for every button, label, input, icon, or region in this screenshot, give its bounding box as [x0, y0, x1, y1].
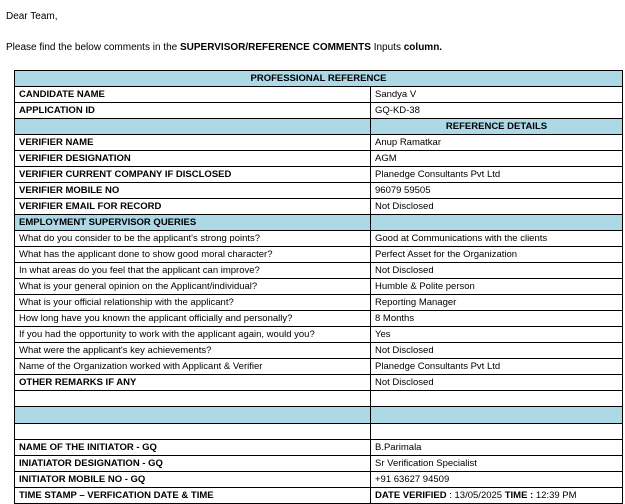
table-row — [15, 135, 623, 151]
intro-text — [6, 42, 442, 53]
table-row — [15, 440, 623, 456]
query-question: What do you consider to be the applicant's strong points? — [15, 231, 371, 247]
verifier-designation-label: VERIFIER DESIGNATION — [15, 151, 371, 167]
time-label: TIME : — [504, 490, 534, 501]
queries-header: EMPLOYMENT SUPERVISOR QUERIES — [15, 215, 371, 231]
query-question: In what areas do you feel that the applicant can improve? — [15, 263, 371, 279]
query-answer: Yes — [371, 327, 623, 343]
table-row — [15, 456, 623, 472]
reference-details-header: REFERENCE DETAILS — [371, 119, 623, 135]
verifier-name-label: VERIFIER NAME — [15, 135, 371, 151]
verifier-name-value: Anup Ramatkar — [371, 135, 623, 151]
initiator-mobile-value: +91 63627 94509 — [371, 472, 623, 488]
query-question: If you had the opportunity to work with the applicant again, would you? — [15, 327, 371, 343]
table-row — [15, 295, 623, 311]
separator-cell — [15, 407, 371, 424]
query-answer: Reporting Manager — [371, 295, 623, 311]
blank-cell — [371, 391, 623, 407]
table-row — [15, 151, 623, 167]
query-question: Name of the Organization worked with Applicant & Verifier — [15, 359, 371, 375]
blank-cell — [371, 424, 623, 440]
query-answer: 8 Months — [371, 311, 623, 327]
query-question: What is your general opinion on the Applicant/individual? — [15, 279, 371, 295]
verifier-email-label: VERIFIER EMAIL FOR RECORD — [15, 199, 371, 215]
verifier-company-label: VERIFIER CURRENT COMPANY IF DISCLOSED — [15, 167, 371, 183]
candidate-name-value: Sandya V — [371, 87, 623, 103]
query-question: What were the applicant's key achievements? — [15, 343, 371, 359]
timestamp-value — [371, 488, 623, 504]
verifier-designation-value: AGM — [371, 151, 623, 167]
blank-row — [15, 424, 623, 440]
table-row — [15, 375, 623, 391]
table-title: PROFESSIONAL REFERENCE — [15, 71, 623, 87]
reference-details-row — [15, 119, 623, 135]
blank-cell — [15, 391, 371, 407]
application-id-value: GQ-KD-38 — [371, 103, 623, 119]
query-answer: Humble & Polite person — [371, 279, 623, 295]
other-remarks-label: OTHER REMARKS IF ANY — [15, 375, 371, 391]
reference-details-spacer — [15, 119, 371, 135]
intro-section-name: SUPERVISOR/REFERENCE COMMENTS — [179, 42, 371, 53]
time-value: 12:39 PM — [533, 490, 577, 501]
queries-header-spacer — [371, 215, 623, 231]
other-remarks-value: Not Disclosed — [371, 375, 623, 391]
professional-reference-table — [14, 70, 623, 504]
table-row — [15, 167, 623, 183]
timestamp-label: TIME STAMP – VERFICATION DATE & TIME — [15, 488, 371, 504]
table-row — [15, 359, 623, 375]
query-answer: Perfect Asset for the Organization — [371, 247, 623, 263]
intro-middle: Inputs — [370, 42, 404, 53]
verifier-email-value: Not Disclosed — [371, 199, 623, 215]
separator-cell — [371, 407, 623, 424]
table-row — [15, 87, 623, 103]
initiator-name-label: NAME OF THE INITIATOR - GQ — [15, 440, 371, 456]
query-question: How long have you known the applicant officially and personally? — [15, 311, 371, 327]
query-question: What is your official relationship with the applicant? — [15, 295, 371, 311]
separator-row — [15, 407, 623, 424]
queries-header-row — [15, 215, 623, 231]
query-answer: Good at Communications with the clients — [371, 231, 623, 247]
verifier-mobile-value: 96079 59505 — [371, 183, 623, 199]
table-row — [15, 199, 623, 215]
table-row — [15, 231, 623, 247]
table-row — [15, 472, 623, 488]
table-row — [15, 263, 623, 279]
intro-suffix: column. — [403, 42, 443, 53]
table-row — [15, 183, 623, 199]
query-question: What has the applicant done to show good moral character? — [15, 247, 371, 263]
query-answer: Not Disclosed — [371, 343, 623, 359]
initiator-designation-value: Sr Verification Specialist — [371, 456, 623, 472]
table-row — [15, 247, 623, 263]
date-verified-label: DATE VERIFIED — [375, 490, 447, 501]
blank-cell — [15, 424, 371, 440]
query-answer: Planedge Consultants Pvt Ltd — [371, 359, 623, 375]
initiator-name-value: B.Parimala — [371, 440, 623, 456]
greeting: Dear Team, — [6, 11, 58, 22]
table-row — [15, 279, 623, 295]
blank-row — [15, 391, 623, 407]
table-row — [15, 327, 623, 343]
date-verified-value: : 13/05/2025 — [446, 490, 505, 501]
initiator-designation-label: INIATIATOR DESIGNATION - GQ — [15, 456, 371, 472]
table-header-row — [15, 71, 623, 87]
table-row — [15, 103, 623, 119]
verifier-company-value: Planedge Consultants Pvt Ltd — [371, 167, 623, 183]
query-answer: Not Disclosed — [371, 263, 623, 279]
initiator-mobile-label: INITIATOR MOBILE NO - GQ — [15, 472, 371, 488]
intro-prefix: Please find the below comments in the — [6, 42, 180, 53]
application-id-label: APPLICATION ID — [15, 103, 371, 119]
table-row — [15, 488, 623, 504]
table-row — [15, 311, 623, 327]
candidate-name-label: CANDIDATE NAME — [15, 87, 371, 103]
table-row — [15, 343, 623, 359]
verifier-mobile-label: VERIFIER MOBILE NO — [15, 183, 371, 199]
